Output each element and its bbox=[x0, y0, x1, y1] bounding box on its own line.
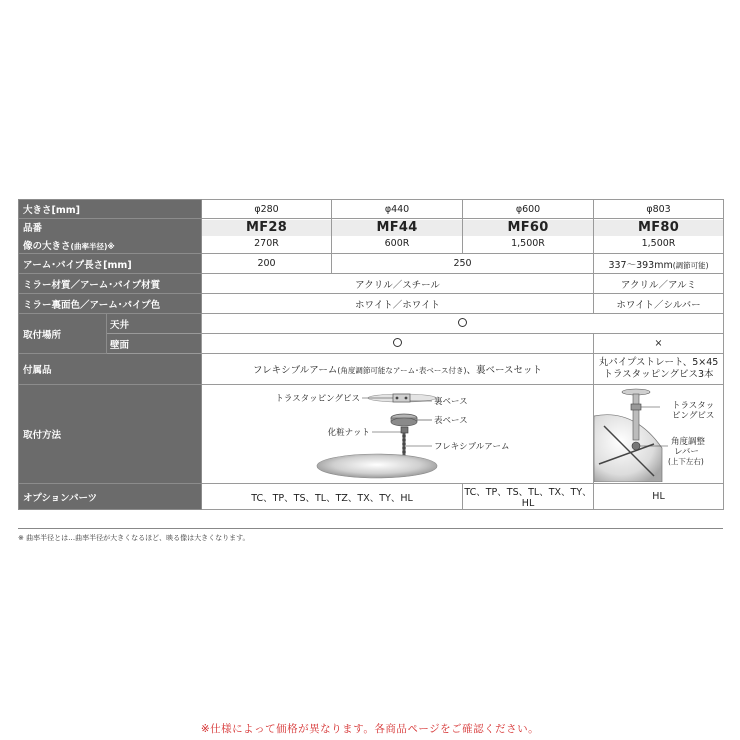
ceiling-all bbox=[202, 314, 724, 334]
label-nut: 化粧ナット bbox=[327, 428, 371, 438]
footnote: ※ 曲率半径とは…曲率半径が大きくなるほど、映る像は大きくなります。 bbox=[18, 534, 250, 542]
bottom-rule bbox=[18, 528, 723, 529]
size-label: 大きさ[mm] bbox=[19, 200, 202, 219]
label-front-base: 表ベース bbox=[434, 416, 468, 426]
size-mf28: φ280 bbox=[202, 200, 332, 219]
material-value-1: アクリル／スチール bbox=[202, 274, 594, 294]
row-size bbox=[19, 200, 724, 219]
material-label: ミラー材質／アーム･パイプ材質 bbox=[19, 274, 202, 294]
color-value-1: ホワイト／ホワイト bbox=[202, 294, 594, 314]
image-size-note: (曲率半径)※ bbox=[70, 242, 115, 251]
label-truss-screw: トラスタッピングビス bbox=[275, 394, 361, 404]
wall-mf28-mf60 bbox=[202, 334, 594, 354]
spec-table bbox=[18, 199, 724, 510]
model-name: MF60 bbox=[463, 220, 593, 236]
material-value-2: アクリル／アルミ bbox=[594, 274, 724, 294]
accessories-value-1 bbox=[202, 354, 594, 385]
model-mf44 bbox=[332, 219, 463, 254]
color-value-2: ホワイト／シルバー bbox=[594, 294, 724, 314]
accessories-tail: 、裏ベースセット bbox=[466, 365, 542, 376]
options-mf28-mf44: TC、TP、TS、TL、TZ、TX、TY、HL bbox=[202, 484, 463, 510]
accessories-note: (角度調節可能なアーム･表ベース付き) bbox=[337, 366, 467, 375]
method-label: 取付方法 bbox=[19, 385, 202, 484]
method-diagram-2-cell bbox=[594, 385, 724, 484]
label-mf80-lever-1: 角度調整 bbox=[671, 437, 706, 447]
circle-mark-icon bbox=[458, 318, 467, 327]
accessories-main: フレキシブルアーム bbox=[253, 365, 338, 376]
accessories-mf80-line2: トラスタッピングビス3本 bbox=[603, 369, 714, 380]
label-flex-arm: フレキシブルアーム bbox=[434, 442, 510, 452]
label-mf80-screw-2: ピングビス bbox=[672, 411, 715, 421]
row-material bbox=[19, 274, 724, 294]
model-name: MF28 bbox=[202, 220, 331, 236]
options-label: オプションパーツ bbox=[19, 484, 202, 510]
arm-length-mf80 bbox=[594, 254, 724, 274]
accessories-value-2 bbox=[594, 354, 724, 385]
size-mf80: φ803 bbox=[594, 200, 724, 219]
row-accessories bbox=[19, 354, 724, 385]
row-color bbox=[19, 294, 724, 314]
arm-length-label: アーム･パイプ長さ[mm] bbox=[19, 254, 202, 274]
method-diagram-1-cell bbox=[202, 385, 594, 484]
model-radius: 1,500R bbox=[641, 238, 676, 249]
straight-pipe-diagram bbox=[594, 386, 724, 482]
label-mf80-lever-3: (上下左右) bbox=[668, 457, 704, 466]
row-mount-ceiling bbox=[19, 314, 724, 334]
image-size-label: 像の大きさ bbox=[23, 241, 71, 252]
arm-length-mf44-mf60: 250 bbox=[332, 254, 594, 274]
options-mf60: TC、TP、TS、TL、TX、TY、HL bbox=[463, 484, 594, 510]
size-mf44: φ440 bbox=[332, 200, 463, 219]
model-radius: 600R bbox=[384, 238, 410, 249]
model-mf60 bbox=[463, 219, 594, 254]
model-mf80 bbox=[594, 219, 724, 254]
model-label-cell bbox=[19, 219, 202, 254]
model-name: MF44 bbox=[332, 220, 462, 236]
accessories-mf80-line1: 丸パイプストレート、5×45 bbox=[598, 357, 719, 368]
model-label: 品番 bbox=[23, 223, 43, 234]
label-mf80-lever-2: レバー bbox=[674, 447, 699, 457]
row-method bbox=[19, 385, 724, 484]
model-mf28 bbox=[202, 219, 332, 254]
row-model bbox=[19, 219, 724, 254]
circle-mark-icon bbox=[393, 338, 402, 347]
arm-length-mf28: 200 bbox=[202, 254, 332, 274]
row-arm-length bbox=[19, 254, 724, 274]
wall-label: 壁面 bbox=[107, 334, 202, 354]
label-mf80-screw-1: トラスタッ bbox=[672, 401, 715, 411]
row-mount-wall bbox=[19, 334, 724, 354]
options-mf80: HL bbox=[594, 484, 724, 510]
ceiling-label: 天井 bbox=[107, 314, 202, 334]
mounting-label: 取付場所 bbox=[19, 314, 107, 354]
flexible-arm-diagram bbox=[202, 386, 592, 482]
size-mf60: φ600 bbox=[463, 200, 594, 219]
arm-length-mf80-value: 337～393mm bbox=[608, 259, 673, 271]
arm-length-mf80-note: (調節可能) bbox=[672, 260, 709, 270]
label-back-base: 裏ベース bbox=[434, 397, 468, 407]
color-label: ミラー裏面色／アーム･パイプ色 bbox=[19, 294, 202, 314]
model-name: MF80 bbox=[594, 220, 723, 236]
wall-mf80: × bbox=[594, 334, 724, 354]
price-notice: ※仕様によって価格が異なります。各商品ページをご確認ください。 bbox=[200, 723, 540, 735]
model-radius: 270R bbox=[254, 238, 279, 249]
model-radius: 1,500R bbox=[511, 238, 545, 249]
accessories-label: 付属品 bbox=[19, 354, 202, 385]
row-options bbox=[19, 484, 724, 510]
